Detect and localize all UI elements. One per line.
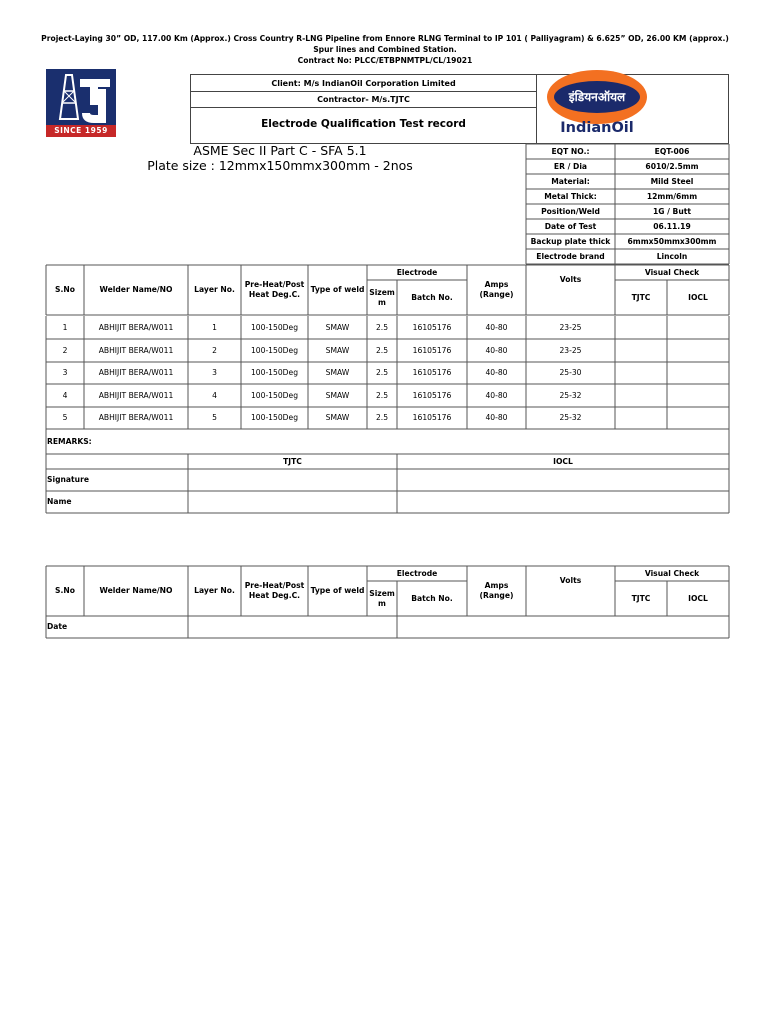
table-cell-sno-text: 5 [62,412,68,422]
header-amps-text: Amps [484,581,509,590]
signoff-iocl-text: IOCL [553,456,573,466]
header-welder-text: Welder Name/NO [99,285,173,294]
table-cell-batch [397,339,467,362]
client-label: Client: M/s IndianOil Corporation Limited [271,79,456,88]
header-visual-text: Visual Check [644,568,700,578]
table-cell-sno-text: 3 [62,367,68,377]
table-cell-sno [46,361,84,384]
table-cell-size [367,406,397,429]
table-cell-batch-text: 16105176 [412,412,452,422]
date-label [47,616,147,638]
table-cell-preheat [241,339,308,362]
contract-number: Contract No: PLCC/ETBPNMTPL/CL/19021 [297,56,473,65]
table-cell-volts [526,316,615,339]
table-cell-type-text: SMAW [325,322,350,332]
info-value-text: EQT-006 [654,146,690,156]
header-layer [188,265,241,315]
table-cell-sno [46,384,84,407]
table-cell-volts-text: 25-32 [559,412,582,422]
table-cell-welder [84,406,188,429]
table-cell-size-text: 2.5 [375,412,389,422]
header-layer [188,566,241,616]
header-electrode-text: Electrode [396,267,438,277]
info-value-text: Mild Steel [650,176,694,186]
contractor-label: Contractor- M/s.TJTC [317,95,410,104]
info-label-text: Material: [551,176,590,186]
table-cell-type [308,384,367,407]
header-type-text: Type of weld [310,285,365,294]
table-cell-type-text: SMAW [325,345,350,355]
header-tjtc-text: TJTC [631,593,651,603]
info-label-text: Backup plate thick [530,236,611,246]
plate-size: Plate size : 12mmx150mmx300mm - 2nos [147,158,413,173]
table-cell-type [308,339,367,362]
table-cell-preheat [241,361,308,384]
table-cell-amps [467,361,526,384]
table-cell-volts-text: 25-30 [559,367,582,377]
table-cell-welder [84,384,188,407]
table-cell-type [308,361,367,384]
table-cell-batch [397,384,467,407]
table-cell-batch-text: 16105176 [412,322,452,332]
table-cell-layer [188,361,241,384]
table-cell-type-text: SMAW [325,412,350,422]
remarks-label [47,429,147,454]
table-cell-sno [46,339,84,362]
header-layer-text: Layer No. [194,586,235,595]
date-label-text: Date [47,622,68,631]
table-cell-size-text: 2.5 [375,367,389,377]
table-cell-amps-text: 40-80 [485,322,508,332]
table-cell-size-text: 2.5 [375,322,389,332]
table-cell-preheat-text: 100-150Deg [250,390,299,400]
table-cell-sno-text: 1 [62,322,68,332]
table-cell-preheat [241,316,308,339]
info-value-text: 6mmx50mmx300mm [627,236,717,246]
table-cell-volts [526,384,615,407]
table-cell-amps [467,384,526,407]
header-preheat-text: Pre-Heat/Post [244,280,305,289]
header-amps-text: (Range) [479,290,514,299]
tjtc-logo-caption: SINCE 1959 [54,126,108,135]
table-cell-layer [188,339,241,362]
table-cell-type [308,316,367,339]
header-amps-text: Amps [484,280,509,289]
table-cell-type-text: SMAW [325,390,350,400]
header-preheat-text: Pre-Heat/Post [244,581,305,590]
table-cell-batch-text: 16105176 [412,367,452,377]
table-cell-size [367,361,397,384]
table-cell-layer [188,384,241,407]
table-cell-amps-text: 40-80 [485,367,508,377]
header-tjtc [615,280,667,315]
table-cell-sno [46,406,84,429]
table-cell-preheat-text: 100-150Deg [250,345,299,355]
header-size [367,581,397,616]
signature-label-text: Signature [47,475,89,484]
header-welder-text: Welder Name/NO [99,586,173,595]
table-cell-size-text: 2.5 [375,345,389,355]
header-electrode [367,265,467,280]
table-cell-batch [397,361,467,384]
header-volts-text: Volts [559,576,582,585]
table-cell-volts-text: 25-32 [559,390,582,400]
table-cell-layer-text: 2 [212,345,217,355]
table-cell-size [367,316,397,339]
project-title-line1: Project-Laying 30” OD, 117.00 Km (Approx.) Cross Country R-LNG Pipeline from Ennore RLNG Terminal to IP 101 ( Palliyagram) & 6.625” OD, 26.00 KM (approx.) [41,34,729,43]
table-cell-welder-text: ABHIJIT BERA/W011 [98,322,174,332]
table-cell-sno-text: 2 [62,345,68,355]
header-batch [397,581,467,616]
header-size-text: Sizem [369,588,395,598]
header-iocl-text: IOCL [688,292,708,302]
header-sno-text: S.No [55,586,75,595]
signoff-iocl [397,454,729,469]
header-amps [467,566,526,616]
table-cell-welder-text: ABHIJIT BERA/W011 [98,412,174,422]
table-cell-welder [84,361,188,384]
table-cell-preheat-text: 100-150Deg [250,412,299,422]
remarks-label-text: REMARKS: [47,436,92,446]
header-size [367,280,397,315]
header-iocl [667,280,729,315]
header-sno [46,265,84,315]
table-cell-welder-text: ABHIJIT BERA/W011 [98,345,174,355]
table-cell-batch [397,406,467,429]
header-size-text: m [378,297,386,307]
table-cell-batch-text: 16105176 [412,390,452,400]
header-type-text: Type of weld [310,586,365,595]
table-cell-welder-text: ABHIJIT BERA/W011 [98,390,174,400]
table-cell-batch-text: 16105176 [412,345,452,355]
table-cell-preheat [241,406,308,429]
info-label-text: Date of Test [544,221,597,231]
header-welder [84,265,188,315]
header-type [308,566,367,616]
table-cell-layer [188,316,241,339]
table-cell-layer-text: 4 [212,390,217,400]
header-sno-text: S.No [55,285,75,294]
header-iocl [667,581,729,616]
signature-label [47,469,147,491]
table-cell-layer-text: 3 [212,367,217,377]
header-preheat [241,566,308,616]
header-tjtc-text: TJTC [631,292,651,302]
table-cell-amps-text: 40-80 [485,390,508,400]
info-label-text: Position/Weld [541,206,600,216]
name-label [47,491,147,513]
table-cell-amps-text: 40-80 [485,412,508,422]
table-cell-amps [467,316,526,339]
table-cell-type [308,406,367,429]
info-value-text: 12mm/6mm [646,191,698,201]
table-cell-batch [397,316,467,339]
table-cell-preheat-text: 100-150Deg [250,322,299,332]
table-cell-preheat [241,384,308,407]
header-amps [467,265,526,315]
table-cell-amps [467,339,526,362]
table-cell-amps [467,406,526,429]
table-cell-volts-text: 23-25 [559,345,582,355]
table-cell-size [367,384,397,407]
table-cell-preheat-text: 100-150Deg [250,367,299,377]
info-value-text: 1G / Butt [652,206,692,216]
info-label-text: Metal Thick: [544,191,597,201]
table-cell-layer-text: 1 [212,322,217,332]
table-cell-welder-text: ABHIJIT BERA/W011 [98,367,174,377]
header-layer-text: Layer No. [194,285,235,294]
table-cell-size-text: 2.5 [375,390,389,400]
header-volts-text: Volts [559,275,582,284]
header-electrode-text: Electrode [396,568,438,578]
header-amps-text: (Range) [479,591,514,600]
table-cell-layer [188,406,241,429]
header-type [308,265,367,315]
header-sno [46,566,84,616]
table-cell-volts [526,361,615,384]
iocl-logo-english: IndianOil [560,120,634,136]
header-electrode [367,566,467,581]
header-batch-text: Batch No. [411,292,453,302]
table-cell-volts-text: 23-25 [559,322,582,332]
info-label-text: EQT NO.: [551,146,590,156]
header-preheat-text: Heat Deg.C. [248,290,301,299]
header-preheat-text: Heat Deg.C. [248,591,301,600]
table-cell-volts [526,406,615,429]
info-value-text: 6010/2.5mm [645,161,699,171]
table-cell-welder [84,316,188,339]
table-cell-sno [46,316,84,339]
header-tjtc [615,581,667,616]
header-batch-text: Batch No. [411,593,453,603]
header-welder [84,566,188,616]
header-batch [397,280,467,315]
signoff-tjtc [188,454,397,469]
header-volts [526,265,615,295]
header-size-text: m [378,598,386,608]
header-visual [615,265,729,280]
table-cell-size [367,339,397,362]
table-cell-type-text: SMAW [325,367,350,377]
header-volts [526,566,615,596]
table-cell-sno-text: 4 [62,390,68,400]
signoff-tjtc-text: TJTC [283,456,302,466]
table-cell-volts [526,339,615,362]
table-cell-layer-text: 5 [212,412,217,422]
iocl-logo-hindi: इंडियनऑयल [568,90,626,104]
header-visual-text: Visual Check [644,267,700,277]
table-cell-welder [84,339,188,362]
info-label-text: ER / Dia [553,161,588,171]
project-title-line2: Spur lines and Combined Station. [313,45,457,54]
header-visual [615,566,729,581]
header-size-text: Sizem [369,287,395,297]
table-cell-amps-text: 40-80 [485,345,508,355]
info-label-text: Electrode brand [536,251,605,261]
name-label-text: Name [47,497,72,506]
header-iocl-text: IOCL [688,593,708,603]
record-title: Electrode Qualification Test record [261,118,466,130]
header-preheat [241,265,308,315]
spec-title: ASME Sec II Part C - SFA 5.1 [193,143,367,158]
info-value-text: Lincoln [656,251,688,261]
info-value-text: 06.11.19 [653,221,691,231]
